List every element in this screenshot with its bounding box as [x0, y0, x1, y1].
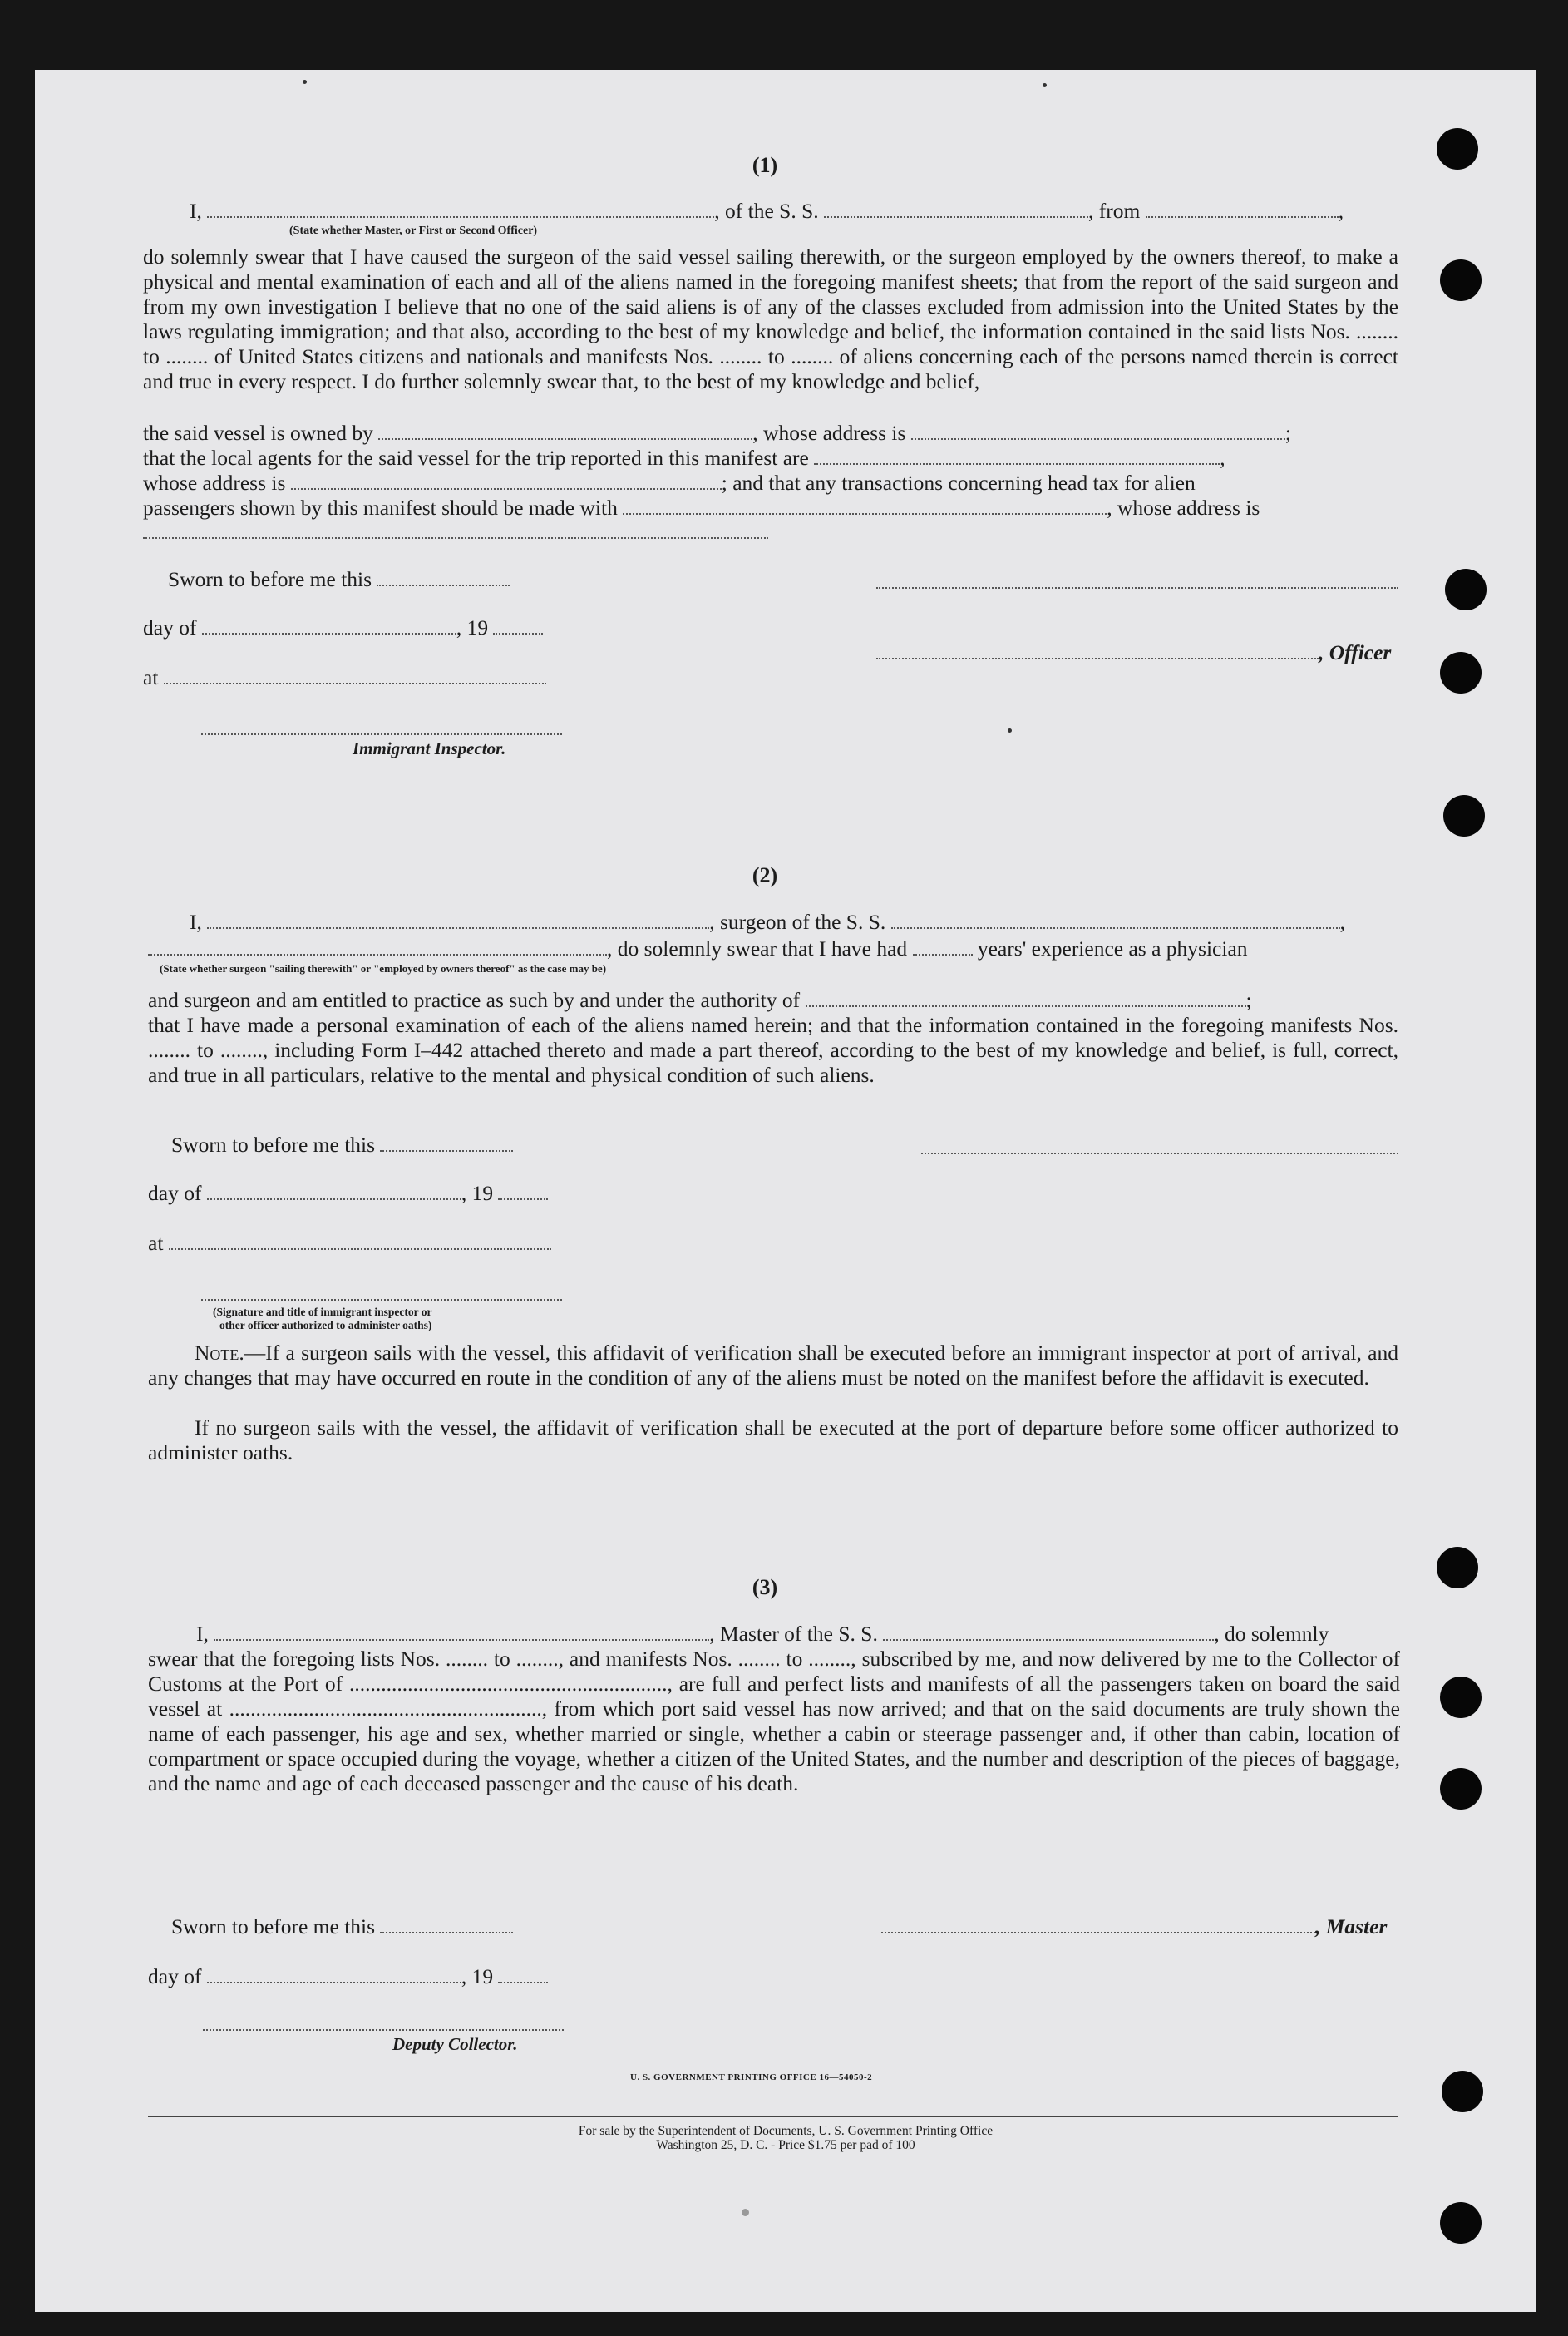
paper-speck	[742, 2209, 749, 2216]
section-3-day-line: day of , 19	[148, 1964, 548, 1989]
section-1-owner-line: the said vessel is owned by , whose address is ;	[143, 421, 1291, 445]
binder-hole	[1445, 569, 1487, 610]
section-1-line-1: I, , of the S. S. , from ,	[190, 199, 1344, 223]
year-field[interactable]	[493, 617, 543, 635]
section-2-status-hint: (State whether surgeon "sailing therewith" or "employed by owners thereof" as the case may be)	[160, 962, 607, 975]
section-1-agents-line: that the local agents for the said vessel for the trip reported in this manifest are ,	[143, 446, 1225, 470]
sworn-date-field-3[interactable]	[380, 1916, 513, 1933]
master-vessel-field[interactable]	[883, 1623, 1214, 1641]
vessel-field[interactable]	[824, 200, 1088, 218]
footer-sale-line-1: For sale by the Superintendent of Documents, U. S. Government Printing Office	[578, 2124, 994, 2138]
paper-speck	[1008, 728, 1012, 733]
section-1-address-line: whose address is ; and that any transactions concerning head tax for alien	[143, 471, 1196, 495]
printing-office-code: U. S. GOVERNMENT PRINTING OFFICE 16—54050-2	[630, 2072, 873, 2082]
owner-field[interactable]	[378, 422, 752, 440]
authority-field[interactable]	[806, 990, 1246, 1007]
month-field-3[interactable]	[207, 1966, 461, 1983]
head-tax-party-field[interactable]	[623, 497, 1107, 515]
section-2-line-2: , do solemnly swear that I have had years' experience as a physician	[148, 936, 1248, 961]
place-field-2[interactable]	[169, 1232, 551, 1250]
section-2-number: (2)	[752, 863, 778, 887]
inspector-label: Immigrant Inspector.	[353, 738, 506, 758]
master-signature-line[interactable]	[881, 1916, 1315, 1933]
section-3-oath-paragraph: swear that the foregoing lists Nos. ........ to ........, and manifests Nos. ........ to ........, subscribed by me, and now delivered by me to the Collector of Customs at the Port of ............................................................, are full and perfect lists and manifests of all the passengers taken on board the said vessel at ..........................................................., from which port said vessel has now arrived; and that on the said documents are truly shown the name of each passenger, his age and sex, whether married or single, whether a cabin or steerage passenger and, if other than cabin, location of compartment or space occupied during the voyage, whether a citizen of the United States, and the number and description of the pieces of baggage, and the name and age of each deceased passenger and the cause of his death.	[148, 1647, 1400, 1795]
paper-speck	[1043, 83, 1047, 87]
head-tax-address-field[interactable]	[143, 537, 768, 539]
officer-signature-line[interactable]	[876, 587, 1398, 589]
master-name-field[interactable]	[214, 1623, 709, 1641]
section-1-day-line: day of , 19	[143, 615, 543, 640]
month-field-2[interactable]	[207, 1183, 461, 1200]
rank-field[interactable]	[207, 200, 714, 218]
section-2-line-1: I, , surgeon of the S. S. ,	[190, 910, 1346, 934]
surgeon-name-field[interactable]	[207, 911, 709, 929]
binder-hole	[1440, 1677, 1482, 1718]
section-2-oath-paragraph: that I have made a personal examination of each of the aliens named herein; and that the information contained in the foregoing manifests Nos. ........ to ........, including Form I–442 attached thereto and made a part thereof, according to the best of my knowledge and belief, is full, correct, and true in all particulars, relative to the mental and physical condition of such aliens.	[148, 1013, 1398, 1087]
binder-hole	[1440, 1768, 1482, 1810]
binder-hole	[1437, 1547, 1478, 1588]
section-3-master-line: , Master	[881, 1914, 1387, 1939]
section-3-line-1: I, , Master of the S. S. , do solemnly	[196, 1622, 1329, 1646]
footer-sale-line-2: Washington 25, D. C. - Price $1.75 per pad of 100	[656, 2138, 915, 2152]
section-1-officer-line: , Officer	[876, 640, 1391, 665]
month-field[interactable]	[202, 617, 456, 635]
binder-hole	[1442, 2071, 1483, 2112]
collector-signature-line[interactable]	[203, 2029, 564, 2031]
section-2-signature-hint-1: (Signature and title of immigrant inspector or	[213, 1306, 432, 1318]
surgeon-signature-line[interactable]	[921, 1153, 1398, 1154]
from-port-field[interactable]	[1146, 200, 1339, 218]
section-1-passengers-line: passengers shown by this manifest should be made with , whose address is	[143, 496, 1260, 520]
binder-hole	[1443, 795, 1485, 837]
inspector-signature-line[interactable]	[201, 733, 562, 735]
agents-address-field[interactable]	[291, 472, 722, 490]
agents-field[interactable]	[814, 447, 1220, 465]
year-field-3[interactable]	[498, 1966, 548, 1983]
section-2-line-3: and surgeon and am entitled to practice as such by and under the authority of ;	[148, 988, 1252, 1012]
surgeon-status-field[interactable]	[148, 938, 607, 956]
collector-label: Deputy Collector.	[392, 2034, 518, 2054]
place-field[interactable]	[164, 667, 546, 684]
sworn-date-field-2[interactable]	[380, 1134, 513, 1152]
section-1-oath-paragraph: do solemnly swear that I have caused the surgeon of the said vessel sailing therewith, or the surgeon employed by the owners thereof, to make a physical and mental examination of each and all of the aliens named in the foregoing manifest sheets; that from the report of the said surgeon and from my own investigation I believe that no one of the said aliens is of any of the classes excluded from admission into the United States by the laws regulating immigration; and that also, according to the best of my knowledge and belief, the information contained in the said lists Nos. ........ to ........ of United States citizens and nationals and manifests Nos. ........ to ........ of aliens concerning each of the persons named therein is correct and true in every respect. I do further solemnly swear that, to the best of my knowledge and belief,	[143, 244, 1398, 393]
years-experience-field[interactable]	[913, 938, 973, 956]
section-2-at-line: at	[148, 1231, 551, 1256]
binder-hole	[1440, 652, 1482, 694]
binder-hole	[1440, 259, 1482, 301]
section-1-at-line: at	[143, 665, 546, 690]
year-field-2[interactable]	[498, 1183, 548, 1200]
section-2-day-line: day of , 19	[148, 1181, 548, 1206]
section-1-rank-hint: (State whether Master, or First or Second Officer)	[289, 225, 538, 237]
administering-officer-signature-line[interactable]	[201, 1299, 562, 1301]
footer-rule	[148, 2116, 1398, 2117]
officer-name-field[interactable]	[876, 642, 1319, 659]
form-sheet	[35, 70, 1536, 2312]
section-2-note-2: If no surgeon sails with the vessel, the affidavit of verification shall be executed at the port of departure before some officer authorized to administer oaths.	[148, 1415, 1398, 1464]
section-3-number: (3)	[752, 1575, 778, 1599]
owner-address-field[interactable]	[911, 422, 1285, 440]
surgeon-vessel-field[interactable]	[891, 911, 1340, 929]
binder-hole	[1440, 2202, 1482, 2244]
section-2-note-1: Note.—If a surgeon sails with the vessel, this affidavit of verification shall be executed before an immigrant inspector at port of arrival, and any changes that may have occurred en route in the condition of any of the aliens must be noted on the manifest before the affidavit is executed.	[148, 1341, 1398, 1390]
sworn-date-field[interactable]	[377, 569, 510, 586]
section-2-signature-hint-2: other officer authorized to administer oaths)	[219, 1319, 432, 1331]
section-1-sworn-line: Sworn to before me this	[168, 567, 510, 592]
section-2-sworn-line: Sworn to before me this	[171, 1133, 513, 1158]
section-3-sworn-line: Sworn to before me this	[171, 1914, 513, 1939]
paper-speck	[303, 80, 307, 84]
binder-hole	[1437, 128, 1478, 170]
section-1-number: (1)	[752, 153, 778, 177]
